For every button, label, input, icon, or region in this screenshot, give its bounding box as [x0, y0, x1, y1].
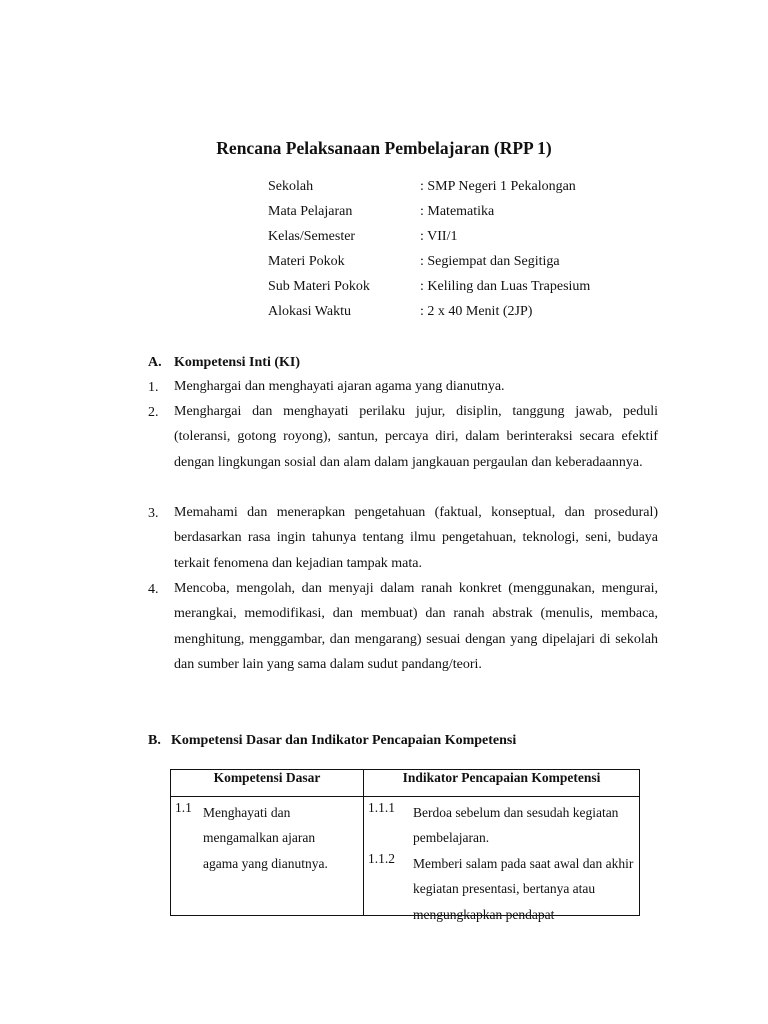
section-letter: B. — [148, 733, 161, 748]
info-value: : Keliling dan Luas Trapesium — [420, 279, 591, 294]
info-value: : Matematika — [420, 204, 495, 219]
info-label: Sub Materi Pokok — [268, 279, 370, 294]
table-row — [171, 797, 640, 916]
ki-text: Menghargai dan menghayati ajaran agama yang dianutnya. — [174, 379, 505, 394]
indicator-text: Berdoa sebelum dan sesudah kegiatan pembelajaran. — [413, 805, 619, 846]
kd-text: Menghayati dan mengamalkan ajaran agama yang dianutnya. — [203, 805, 328, 871]
kd-number: 1.1 — [175, 800, 192, 815]
table-header-row — [171, 770, 640, 797]
ki-number: 4. — [148, 582, 159, 597]
ki-text: Menghargai dan menghayati perilaku jujur, disiplin, tanggung jawab, peduli (toleransi, gotong royong), santun, percaya diri, dalam berinteraksi secara efektif dengan lingkungan sosial dan alam dalam jangkauan pergaulan dan keberadaannya. — [174, 404, 658, 470]
info-value: : Segiempat dan Segitiga — [420, 254, 560, 269]
kd-cell — [171, 797, 364, 916]
indicator-number: 1.1.2 — [368, 851, 395, 866]
indicator-cell — [364, 797, 640, 922]
table-header: Indikator Pencapaian Kompetensi — [364, 770, 640, 797]
section-title: Kompetensi Inti (KI) — [174, 355, 300, 370]
indicator-text: Memberi salam pada saat awal dan akhir kegiatan presentasi, bertanya atau mengungkapkan pendapat — [413, 856, 634, 922]
ki-number: 3. — [148, 506, 159, 521]
info-label: Sekolah — [268, 179, 314, 194]
document-title: Rencana Pelaksanaan Pembelajaran (RPP 1) — [216, 138, 552, 158]
table-header: Kompetensi Dasar — [171, 770, 364, 797]
section-letter: A. — [148, 355, 162, 370]
info-value: : SMP Negeri 1 Pekalongan — [420, 179, 576, 194]
info-value: : VII/1 — [420, 229, 458, 244]
indicator-number: 1.1.1 — [368, 800, 395, 815]
info-label: Kelas/Semester — [268, 229, 356, 244]
info-label: Materi Pokok — [268, 254, 345, 269]
ki-number: 1. — [148, 380, 159, 395]
competency-table — [170, 769, 640, 922]
info-value: : 2 x 40 Menit (2JP) — [420, 304, 533, 319]
section-title: Kompetensi Dasar dan Indikator Pencapaian Kompetensi — [171, 733, 517, 748]
ki-text: Mencoba, mengolah, dan menyaji dalam ranah konkret (menggunakan, mengurai, merangkai, memodifikasi, dan membuat) dan ranah abstrak (menulis, membaca, menghitung, menggambar, dan mengarang) sesuai dengan yang dipelajari di sekolah dan sumber lain yang sama dalam sudut pandang/teori. — [174, 581, 658, 673]
ki-text: Memahami dan menerapkan pengetahuan (faktual, konseptual, dan prosedural) berdasarkan rasa ingin tahunya tentang ilmu pengetahuan, teknologi, seni, budaya terkait fenomena dan kejadian tampak mata. — [174, 505, 658, 571]
info-label: Alokasi Waktu — [268, 304, 351, 319]
ki-number: 2. — [148, 405, 159, 420]
info-label: Mata Pelajaran — [268, 204, 353, 219]
